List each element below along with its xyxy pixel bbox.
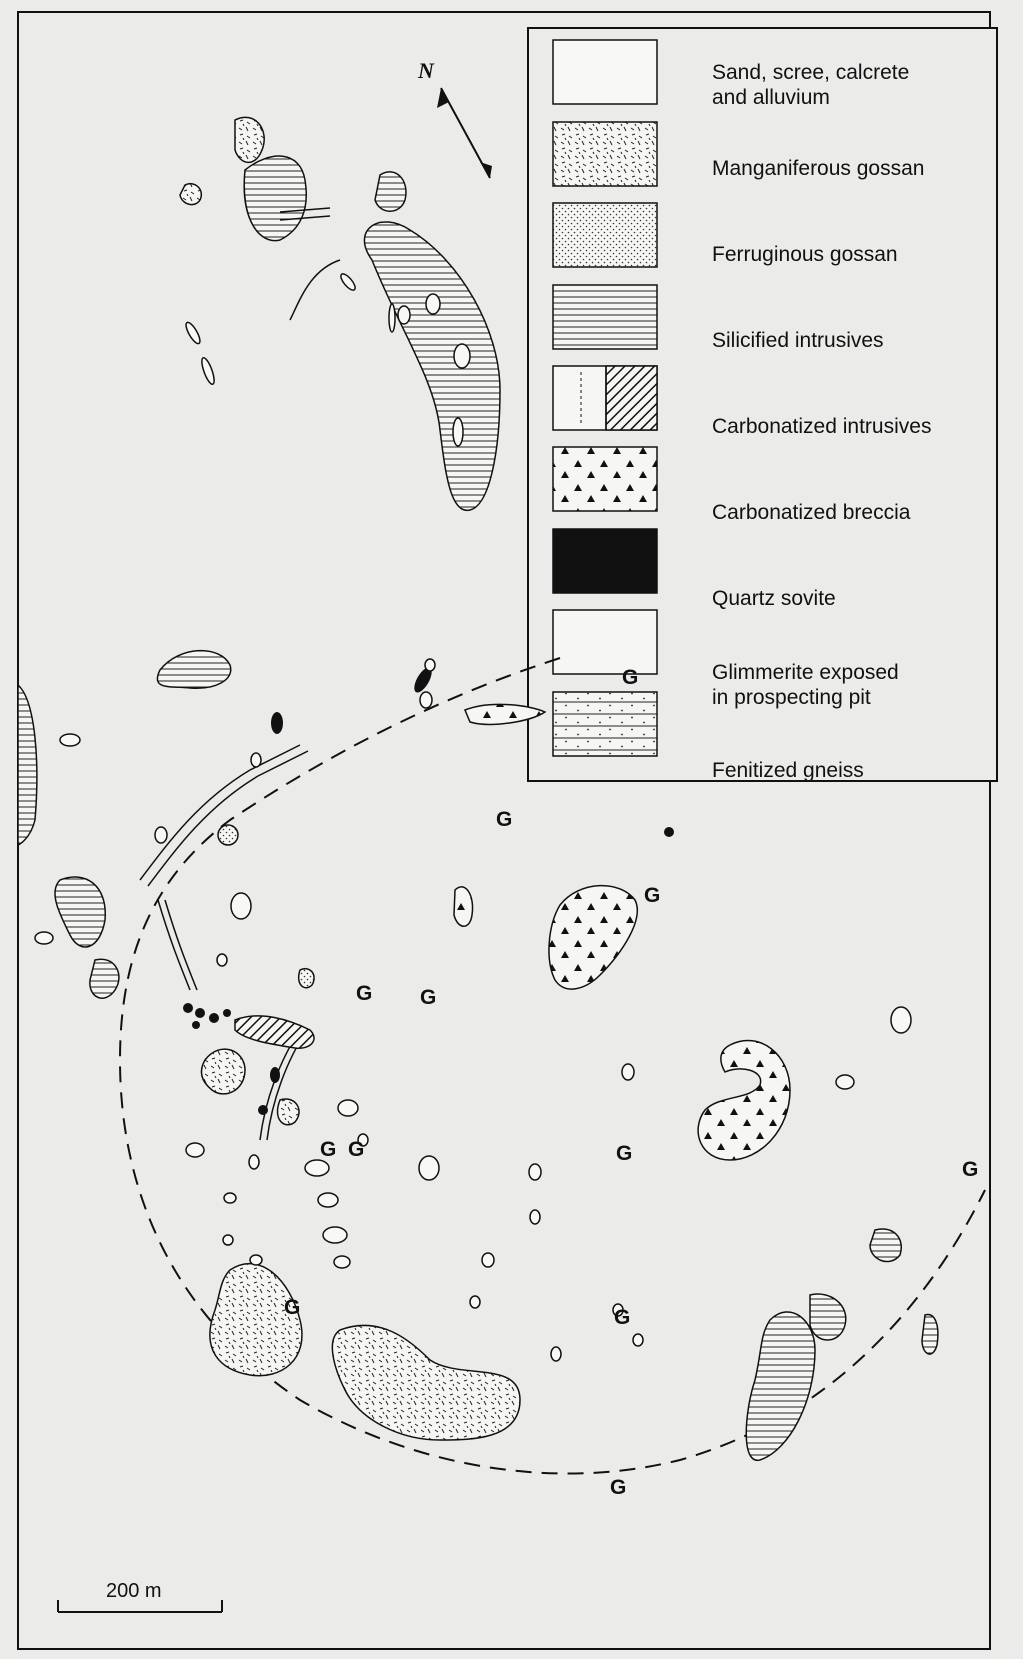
north-arrow-label: N — [418, 58, 434, 83]
glimmerite-pit-marker: G — [356, 982, 373, 1005]
glimmerite-pit-marker: G — [284, 1296, 301, 1319]
legend-label-silicified: Silicified intrusives — [712, 329, 884, 352]
legend-label-mn-gossan: Manganiferous gossan — [712, 157, 925, 180]
glimmerite-pit-marker: G — [420, 986, 437, 1009]
swatch-carbonatized-intrusives — [553, 366, 657, 430]
legend-label-sand: Sand, scree, calcrete and alluvium — [712, 61, 910, 109]
swatch-fenitized-gneiss — [553, 692, 657, 756]
carbonatized-intrusives — [235, 1016, 314, 1048]
legend-swatches — [553, 40, 657, 756]
legend-label-carbonatized-breccia: Carbonatized breccia — [712, 501, 911, 524]
glimmerite-pit-marker: G — [616, 1142, 633, 1165]
swatch-mn-gossan — [553, 122, 657, 186]
glimmerite-pit-marker: G — [348, 1138, 365, 1161]
legend-label-quartz-sovite: Quartz sovite — [712, 587, 836, 610]
swatch-sand — [553, 40, 657, 104]
glimmerite-pit-marker: G — [320, 1138, 337, 1161]
scale-bar-label: 200 m — [106, 1580, 162, 1602]
swatch-carbonatized-breccia — [553, 447, 657, 511]
swatch-quartz-sovite — [553, 529, 657, 593]
north-arrow — [437, 88, 492, 178]
legend-label-fenitized-gneiss: Fenitized gneiss — [712, 759, 864, 782]
legend-label-glimmerite: Glimmerite exposed in prospecting pit — [712, 661, 899, 709]
swatch-glimmerite — [553, 610, 657, 674]
swatch-silicified — [553, 285, 657, 349]
glimmerite-pit-marker: G — [614, 1306, 631, 1329]
glimmerite-pit-marker: G — [644, 884, 661, 907]
glimmerite-pit-marker: G — [496, 808, 513, 831]
legend-glimmerite-symbol: G — [622, 666, 639, 689]
legend-label-fe-gossan: Ferruginous gossan — [712, 243, 898, 266]
glimmerite-pit-marker: G — [962, 1158, 979, 1181]
legend-label-carbonatized-intrusives: Carbonatized intrusives — [712, 415, 932, 438]
glimmerite-pit-marker: G — [610, 1476, 627, 1499]
swatch-fe-gossan — [553, 203, 657, 267]
